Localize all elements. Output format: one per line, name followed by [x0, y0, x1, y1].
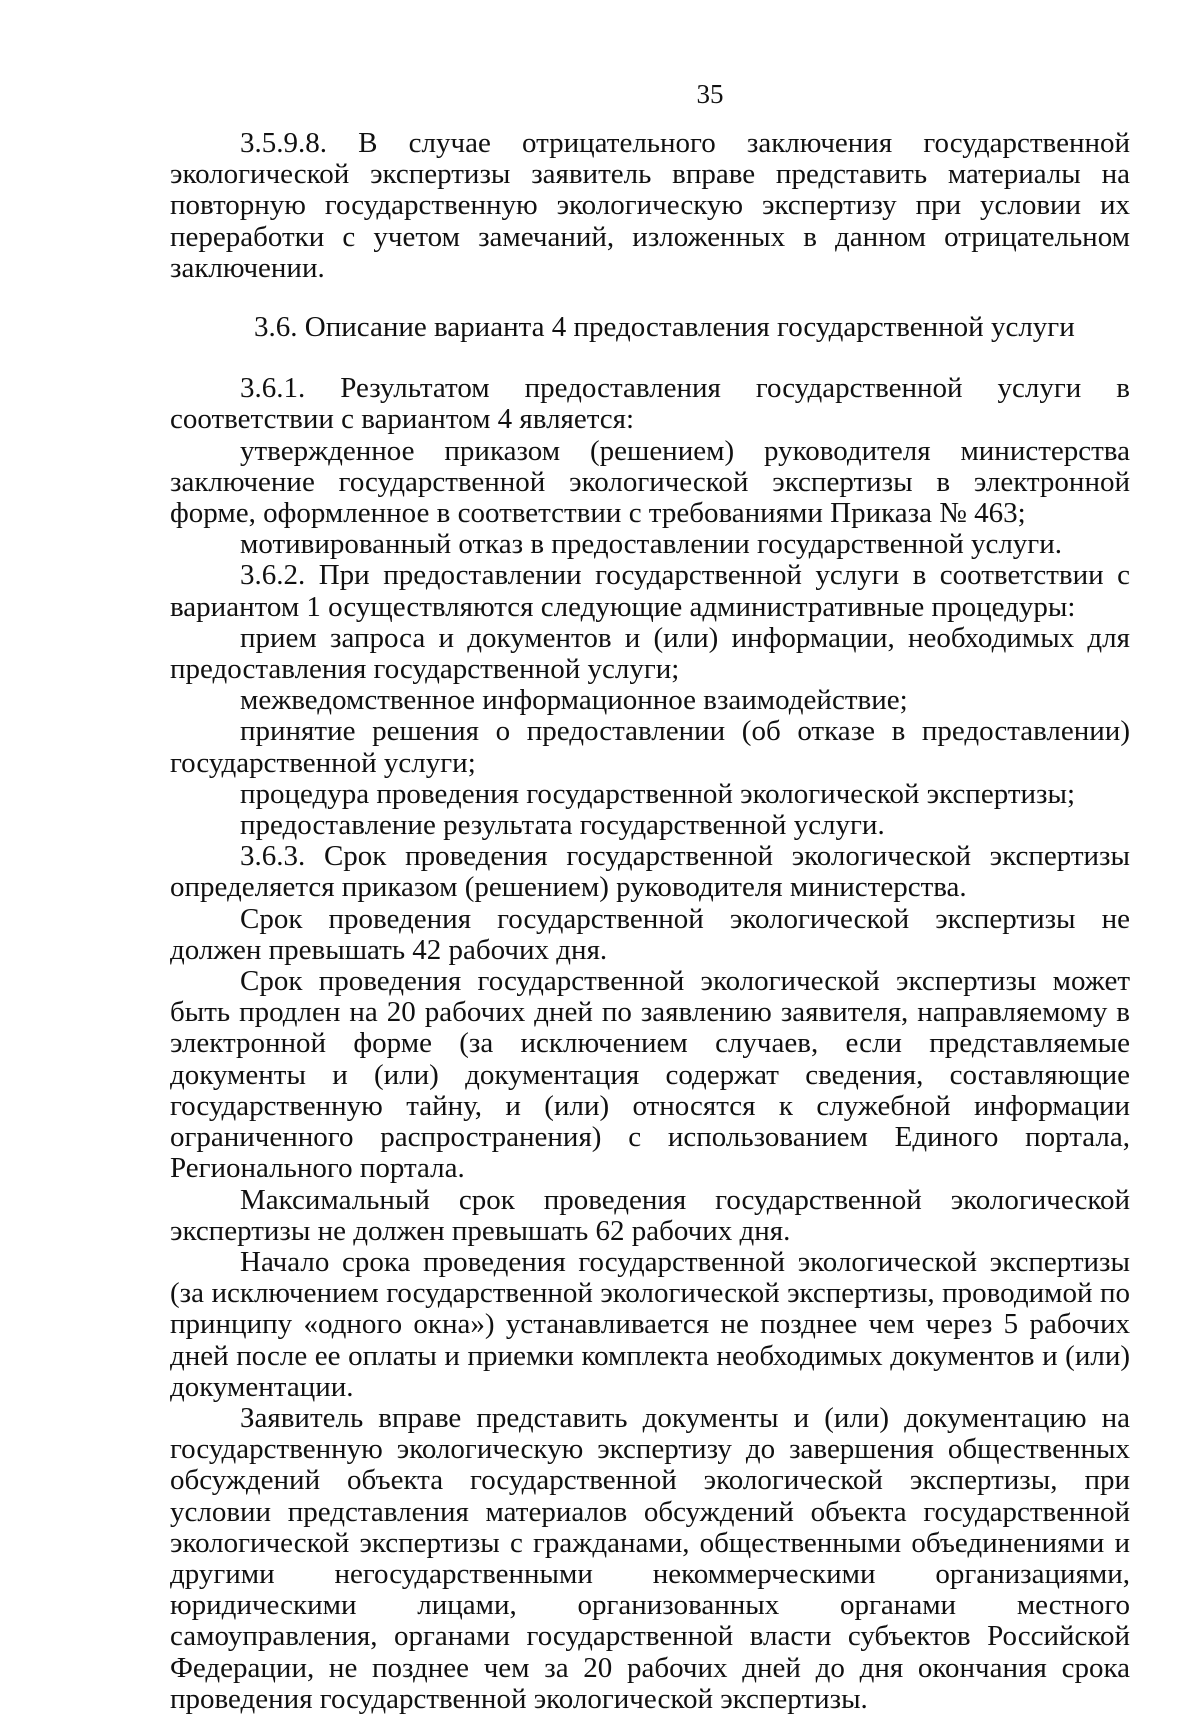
paragraph-3-6-2: 3.6.2. При предоставлении государственной услуги в соответствии с вариантом 1 осуществляются следующие административные процедуры: — [170, 559, 1130, 623]
paragraph-3-5-9-8: 3.5.9.8. В случае отрицательного заключения государственной экологической экспертизы заявитель вправе представить материалы на повторную государственную экологическую экспертизу при условии их переработки с учетом замечаний, изложенных в данном отрицательном заключении. — [170, 127, 1130, 284]
list-item: мотивированный отказ в предоставлении государственной услуги. — [240, 528, 1062, 561]
list-item: прием запроса и документов и (или) информации, необходимых для предоставления государственной услуги; — [170, 621, 1130, 686]
paragraph-3-6-1: 3.6.1. Результатом предоставления государственной услуги в соответствии с вариантом 4 является: — [170, 372, 1130, 436]
list-item: принятие решения о предоставлении (об отказе в предоставлении) государственной услуги; — [170, 715, 1130, 779]
list-item: утвержденное приказом (решением) руководителя министерства заключение государственной экологической экспертизы в электронной форме, оформленное в соответствии с требованиями Приказа № 463; — [170, 434, 1130, 530]
paragraph: Срок проведения государственной экологической экспертизы может быть продлен на 20 рабочих дней по заявлению заявителя, направляемому в электронной форме (за исключением случаев, если представляемые документы и (или) документация содержат сведения, составляющие государственную тайну, и (или) относятся к служебной информации ограниченного распространения) с использованием Единого портала, Регионального портала. — [170, 965, 1130, 1185]
paragraph: Максимальный срок проведения государственной экологической экспертизы не должен превышать 62 рабочих дня. — [170, 1183, 1130, 1247]
list-item: межведомственное информационное взаимодействие; — [240, 684, 908, 717]
paragraph: Срок проведения государственной экологической экспертизы не должен превышать 42 рабочих дня. — [170, 902, 1130, 966]
page-number: 35 — [696, 79, 724, 109]
list-item: процедура проведения государственной экологической экспертизы; — [240, 777, 1076, 810]
paragraph: Начало срока проведения государственной экологической экспертизы (за исключением государственной экологической экспертизы, проводимой по принципу «одного окна») устанавливается не позднее чем через 5 рабочих дней после ее оплаты и приемки комплекта необходимых документов и (или) документации. — [170, 1245, 1130, 1403]
document-body — [170, 128, 1130, 1715]
paragraph: Заявитель вправе представить документы и (или) документацию на государственную экологическую экспертизу до завершения общественных обсуждений объекта государственной экологической экспертизы, при условии представления материалов обсуждений объекта государственной экологической экспертизы с гражданами, общественными объединениями и другими негосударственными некоммерческими организациями, юридическими лицами, организованных органами местного самоуправления, органами государственной власти субъектов Российской Федерации, не позднее чем за 20 рабочих дней до дня окончания срока проведения государственной экологической экспертизы. — [170, 1401, 1130, 1715]
section-heading-3-6: 3.6. Описание варианта 4 предоставления государственной услуги — [254, 311, 1075, 344]
list-item: предоставление результата государственной услуги. — [240, 809, 885, 842]
paragraph-3-6-3: 3.6.3. Срок проведения государственной экологической экспертизы определяется приказом (решением) руководителя министерства. — [170, 840, 1130, 904]
